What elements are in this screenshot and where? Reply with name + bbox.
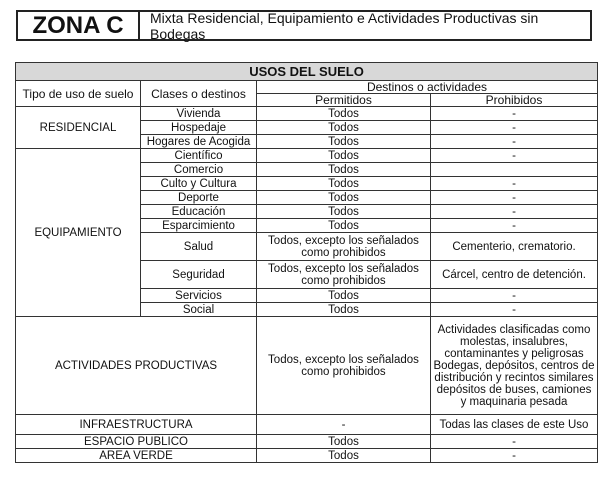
prohibidos-cell: -: [431, 149, 598, 163]
zone-description: Mixta Residencial, Equipamiento e Actividades Productivas sin Bodegas: [140, 10, 592, 41]
group-actividades-productivas: ACTIVIDADES PRODUCTIVAS: [16, 317, 257, 415]
group-residencial: RESIDENCIAL: [16, 107, 141, 149]
col-header-clases: Clases o destinos: [141, 81, 257, 107]
permitidos-cell: Todos: [257, 205, 431, 219]
prohibidos-cell: -: [431, 435, 598, 449]
permitidos-cell: Todos: [257, 149, 431, 163]
clase-cell: Esparcimiento: [141, 219, 257, 233]
group-infraestructura: INFRAESTRUCTURA: [16, 415, 257, 435]
clase-cell: Culto y Cultura: [141, 177, 257, 191]
col-header-permitidos: Permitidos: [257, 94, 431, 107]
col-header-prohibidos: Prohibidos: [431, 94, 598, 107]
prohibidos-cell: -: [431, 449, 598, 463]
prohibidos-cell: -: [431, 135, 598, 149]
clase-cell: Salud: [141, 233, 257, 261]
prohibidos-cell: -: [431, 289, 598, 303]
permitidos-cell: Todos: [257, 435, 431, 449]
permitidos-cell: Todos: [257, 107, 431, 121]
prohibidos-cell: [431, 163, 598, 177]
prohibidos-cell: Cementerio, crematorio.: [431, 233, 598, 261]
prohibidos-cell: -: [431, 205, 598, 219]
prohibidos-cell: -: [431, 219, 598, 233]
permitidos-cell: Todos: [257, 121, 431, 135]
permitidos-cell: Todos: [257, 177, 431, 191]
prohibidos-cell: -: [431, 177, 598, 191]
group-area-verde: AREA VERDE: [16, 449, 257, 463]
permitidos-cell: Todos, excepto los señalados como prohibidos: [257, 317, 431, 415]
prohibidos-cell: -: [431, 121, 598, 135]
clase-cell: Hospedaje: [141, 121, 257, 135]
group-espacio-publico: ESPACIO PUBLICO: [16, 435, 257, 449]
land-use-table: [15, 62, 598, 463]
permitidos-cell: -: [257, 415, 431, 435]
clase-cell: Social: [141, 303, 257, 317]
prohibidos-cell: Actividades clasificadas como molestas, insalubres, contaminantes y peligrosas Bodegas, depósitos, centros de distribución y recintos similares depósitos de buses, camiones y maquinaria pesada: [431, 317, 598, 415]
clase-cell: Educación: [141, 205, 257, 219]
permitidos-cell: Todos: [257, 191, 431, 205]
clase-cell: Comercio: [141, 163, 257, 177]
permitidos-cell: Todos, excepto los señalados como prohibidos: [257, 261, 431, 289]
permitidos-cell: Todos: [257, 289, 431, 303]
prohibidos-cell: -: [431, 107, 598, 121]
prohibidos-cell: Cárcel, centro de detención.: [431, 261, 598, 289]
group-equipamiento: EQUIPAMIENTO: [16, 149, 141, 317]
zone-title: ZONA C: [16, 10, 140, 41]
permitidos-cell: Todos, excepto los señalados como prohibidos: [257, 233, 431, 261]
clase-cell: Deporte: [141, 191, 257, 205]
permitidos-cell: Todos: [257, 163, 431, 177]
permitidos-cell: Todos: [257, 449, 431, 463]
permitidos-cell: Todos: [257, 303, 431, 317]
clase-cell: Seguridad: [141, 261, 257, 289]
clase-cell: Vivienda: [141, 107, 257, 121]
table-title: USOS DEL SUELO: [16, 63, 598, 81]
clase-cell: Científico: [141, 149, 257, 163]
prohibidos-cell: Todas las clases de este Uso: [431, 415, 598, 435]
col-header-tipo: Tipo de uso de suelo: [16, 81, 141, 107]
prohibidos-cell: -: [431, 303, 598, 317]
clase-cell: Hogares de Acogida: [141, 135, 257, 149]
clase-cell: Servicios: [141, 289, 257, 303]
permitidos-cell: Todos: [257, 135, 431, 149]
permitidos-cell: Todos: [257, 219, 431, 233]
prohibidos-cell: -: [431, 191, 598, 205]
col-header-destinos: Destinos o actividades: [257, 81, 598, 94]
